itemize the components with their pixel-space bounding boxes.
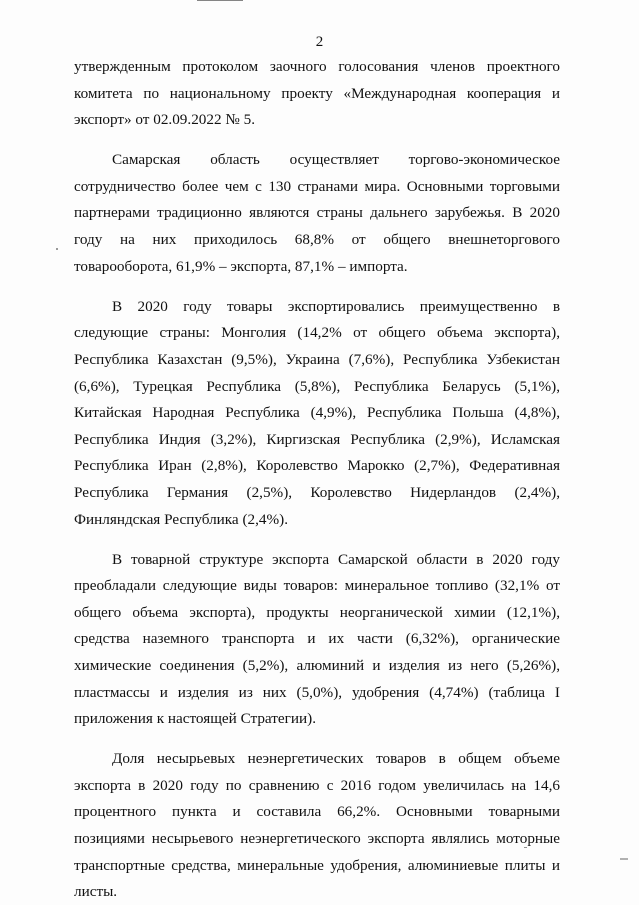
scan-artifact-corner (620, 858, 628, 860)
paragraph-non-resource-share: Доля несырьевых неэнергетических товаров в общем объеме экспорта в 2020 году по сравнению с 2016 годом увеличилась на 14,6 процентного пункта и составила 66,2%. Основными товарными позициями несырьевого неэнергетического экспорта являлись моторные транспортные средства, минеральные удобрения, алюминиевые плиты и листы. (74, 750, 560, 901)
paragraph-continuation: утвержденным протоколом заочного голосования членов проектного комитета по национальному проекту «Международная кооперация и экспорт» от 02.09.2022 № 5. (74, 58, 560, 129)
paragraph-export-countries: В 2020 году товары экспортировались преимущественно в следующие страны: Монголия (14,2% от общего объема экспорта), Республика Казахстан (9,5%), Украина (7,6%), Республика Узбекистан (6,6%), Турецкая Республика (5,8%), Республика Беларусь (5,1%), Китайская Народная Республика (4,9%), Республика Польша (4,8%), Республика Индия (3,2%), Киргизская Республика (2,9%), Исламская Республика Иран (2,8%), Королевство Марокко (2,7%), Федеративная Республика Германия (2,5%), Королевство Нидерландов (2,4%), Финляндская Республика (2,4%). (74, 297, 560, 528)
scan-artifact-top (197, 0, 243, 1)
body-text (74, 54, 560, 906)
page-number: 2 (315, 34, 324, 50)
paragraph-trade-partners: Самарская область осуществляет торгово-экономическое сотрудничество более чем с 130 странами мира. Основными торговыми партнерами традиционно являются страны дальнего зарубежья. В 2020 году на них приходилось 68,8% от общего внешнеторгового товарооборота, 61,9% – экспорта, 87,1% – импорта. (74, 151, 560, 275)
paragraph-export-structure: В товарной структуре экспорта Самарской области в 2020 году преобладали следующие виды товаров: минеральное топливо (32,1% от общего объема экспорта), продукты неорганической химии (12,1%), средства наземного транспорта и их части (6,32%), органические химические соединения (5,2%), алюминий и изделия из него (5,26%), пластмассы и изделия из них (5,0%), удобрения (4,74%) (таблица I приложения к настоящей Стратегии). (74, 550, 560, 728)
scan-artifact-left (56, 248, 58, 250)
